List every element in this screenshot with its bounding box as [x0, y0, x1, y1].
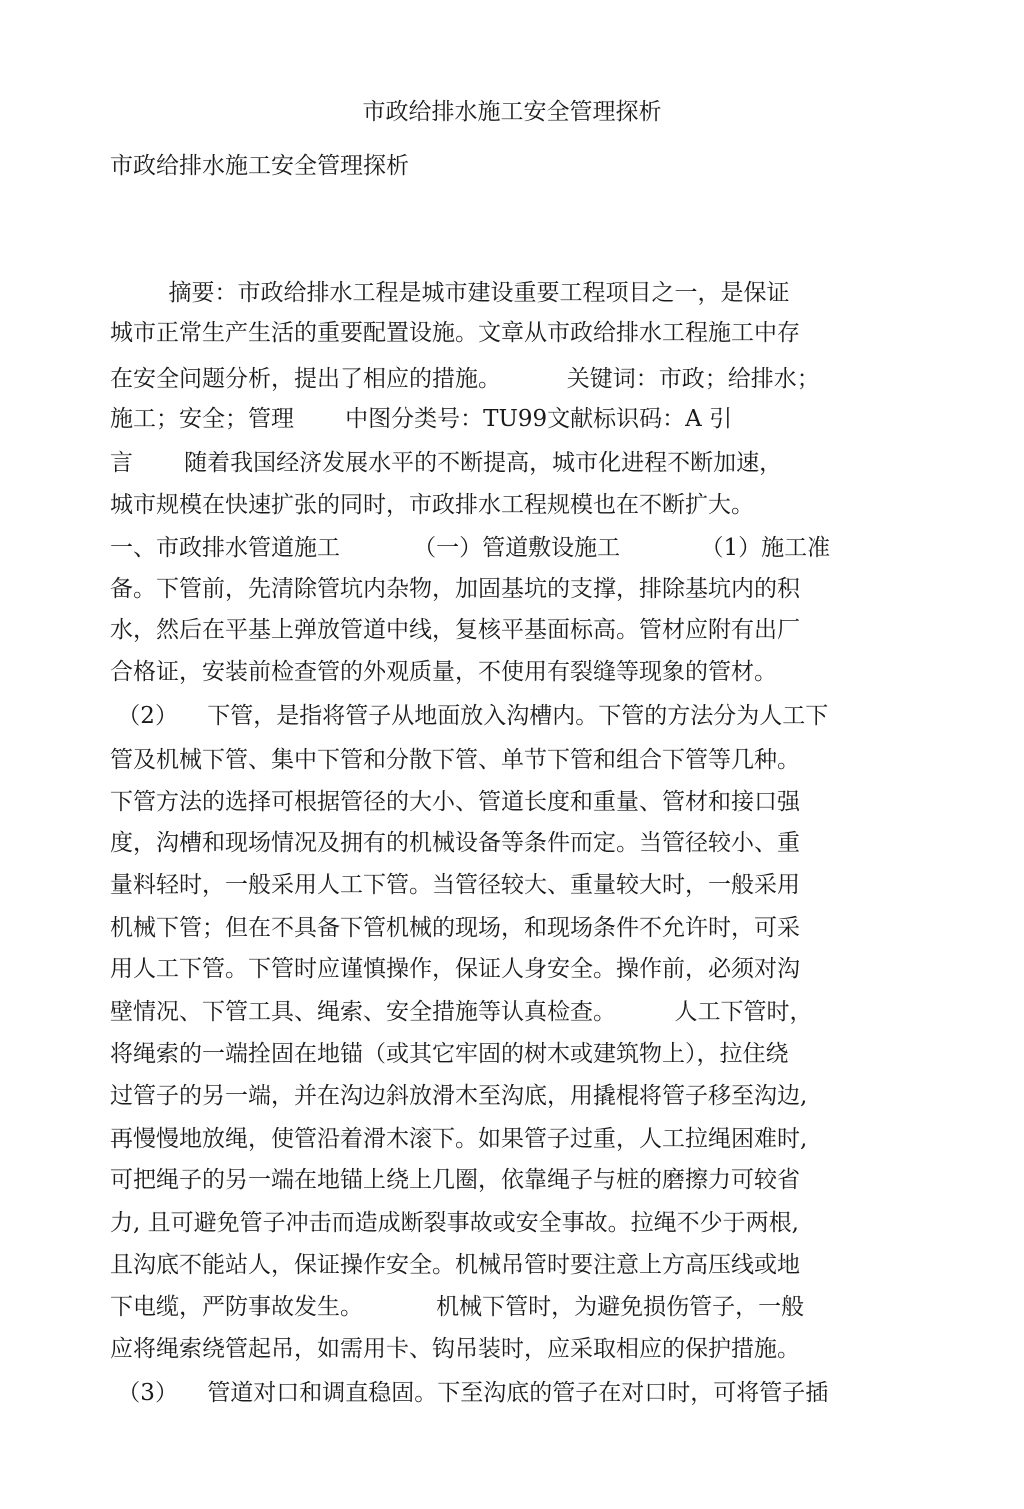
document-subtitle: 市政给排水施工安全管理探析: [110, 153, 409, 179]
body-line: （3） 管道对口和调直稳固。下至沟底的管子在对口时，可将管子插: [110, 1380, 829, 1406]
body-line: 将绳索的一端拴固在地锚（或其它牢固的树木或建筑物上），拉住绕: [110, 1041, 789, 1067]
body-line: 应将绳索绕管起吊，如需用卡、钩吊装时，应采取相应的保护措施。: [110, 1336, 800, 1362]
body-line: 用人工下管。下管时应谨慎操作，保证人身安全。操作前，必须对沟: [110, 956, 800, 982]
body-line: 管及机械下管、集中下管和分散下管、单节下管和组合下管等几种。: [110, 747, 800, 773]
body-line: 壁情况、下管工具、绳索、安全措施等认真检查。 人工下管时，: [110, 999, 813, 1025]
body-line: 施工；安全；管理 中图分类号：TU99文献标识码：A 引: [110, 406, 733, 432]
body-line: 度，沟槽和现场情况及拥有的机械设备等条件而定。当管径较小、重: [110, 830, 800, 856]
body-line: 摘要：市政给排水工程是城市建设重要工程项目之一，是保证: [110, 280, 790, 306]
body-line: 水，然后在平基上弹放管道中线，复核平基面标高。管材应附有出厂: [110, 617, 800, 643]
body-line: 言 随着我国经济发展水平的不断提高，城市化进程不断加速，: [110, 450, 783, 476]
body-line: 且沟底不能站人，保证操作安全。机械吊管时要注意上方高压线或地: [110, 1252, 800, 1278]
body-line: 再慢慢地放绳，使管沿着滑木滚下。如果管子过重，人工拉绳困难时,: [110, 1126, 808, 1152]
body-line: 城市规模在快速扩张的同时，市政排水工程规模也在不断扩大。: [110, 492, 754, 518]
body-line: （2） 下管，是指将管子从地面放入沟槽内。下管的方法分为人工下: [110, 703, 829, 729]
body-line: 过管子的另一端，并在沟边斜放滑木至沟底，用撬棍将管子移至沟边,: [110, 1083, 808, 1109]
body-line: 下管方法的选择可根据管径的大小、管道长度和重量、管材和接口强: [110, 789, 800, 815]
document-title: 市政给排水施工安全管理探析: [362, 99, 662, 125]
body-line: 下电缆，严防事故发生。 机械下管时，为避免损伤管子，一般: [110, 1294, 805, 1320]
body-line: 机械下管；但在不具备下管机械的现场，和现场条件不允许时，可采: [110, 915, 800, 941]
body-line: 一、市政排水管道施工 （一）管道敷设施工 （1）施工准: [110, 535, 831, 561]
body-line: 量料轻时，一般采用人工下管。当管径较大、重量较大时，一般采用: [110, 872, 800, 898]
body-line: 城市正常生产生活的重要配置设施。文章从市政给排水工程施工中存: [110, 320, 800, 346]
body-line: 可把绳子的另一端在地锚上绕上几圈，依靠绳子与桩的磨擦力可较省: [110, 1167, 800, 1193]
body-line: 力, 且可避免管子冲击而造成断裂事故或安全事故。拉绳不少于两根,: [110, 1210, 799, 1236]
body-line: 在安全问题分析，提出了相应的措施。 关键词：市政；给排水；: [110, 366, 820, 392]
body-line: 备。下管前，先清除管坑内杂物，加固基坑的支撑，排除基坑内的积: [110, 576, 800, 602]
body-line: 合格证，安装前检查管的外观质量，不使用有裂缝等现象的管材。: [110, 659, 777, 685]
